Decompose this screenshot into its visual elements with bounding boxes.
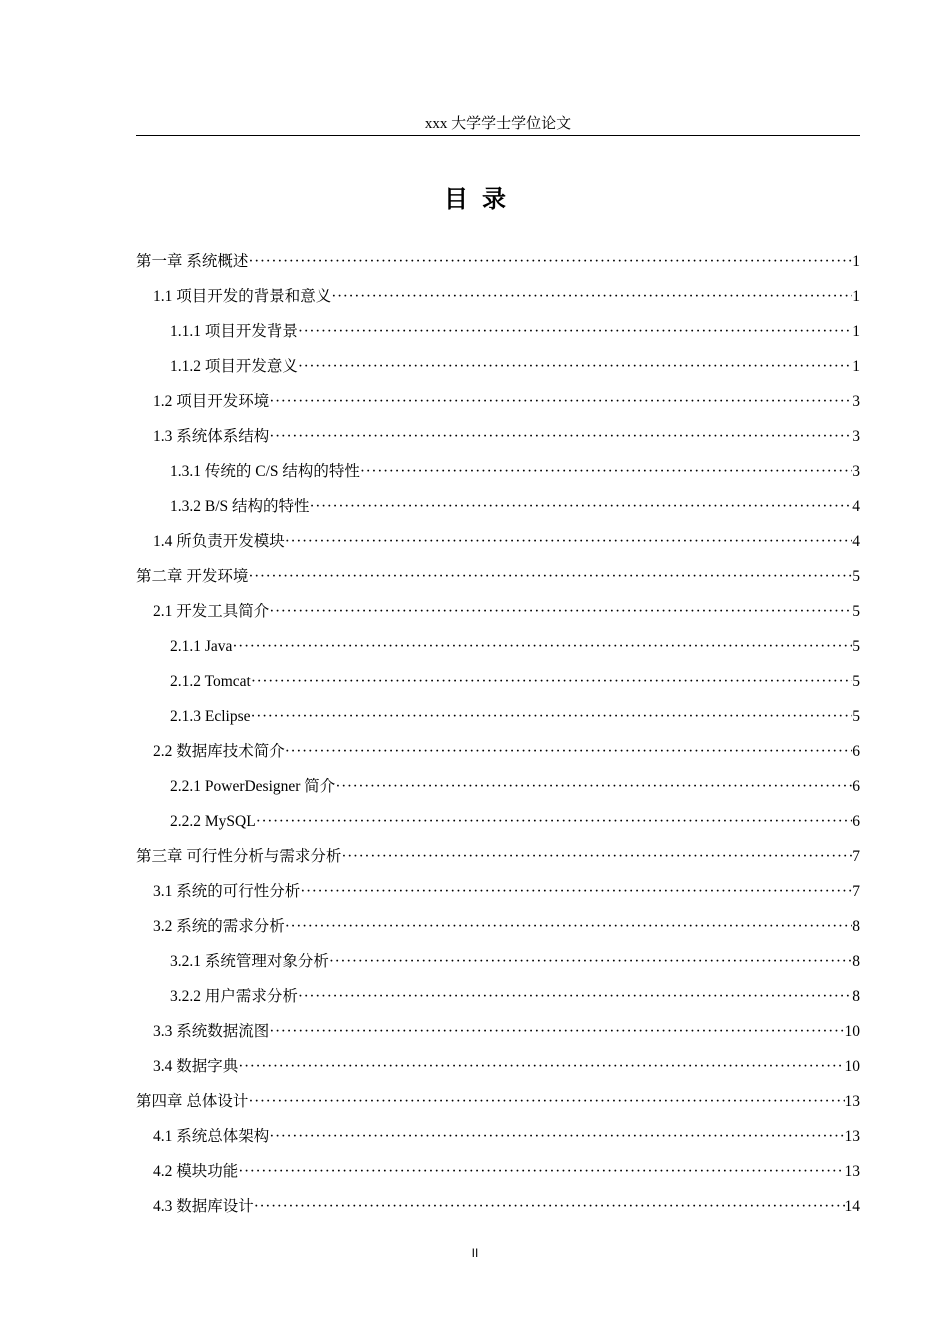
toc-entry[interactable] [136,244,860,279]
toc-entry[interactable] [136,909,860,944]
running-header: xxx 大学学士学位论文 [424,116,572,132]
toc-entry-title: 1.1 项目开发的背景和意义 [153,288,332,305]
toc-entry-page-number: 4 [852,533,860,550]
toc-entry[interactable] [136,1049,860,1084]
toc-entry-title: 2.2 数据库技术简介 [153,743,285,760]
page-number: II [471,1246,479,1260]
toc-dot-leader [310,489,853,524]
toc-dot-leader [248,1084,844,1119]
toc-dot-leader [329,944,852,979]
toc-dot-leader [238,1049,844,1084]
toc-entry-title: 2.1.2 Tomcat [170,673,251,690]
toc-entry-page-number: 7 [852,883,860,900]
toc-entry-title: 1.2 项目开发环境 [153,393,270,410]
toc-entry[interactable] [136,279,860,314]
toc-entry[interactable] [136,349,860,384]
toc-entry-title: 3.1 系统的可行性分析 [153,883,301,900]
toc-entry[interactable] [136,419,860,454]
toc-entry-page-number: 3 [852,463,860,480]
toc-entry-title: 2.2.2 MySQL [170,813,256,830]
toc-entry-page-number: 6 [852,813,860,830]
toc-entry-title: 3.2.2 用户需求分析 [170,988,298,1005]
toc-entry-page-number: 4 [852,498,860,515]
toc-entry-title: 第二章 开发环境 [136,568,249,585]
toc-dot-leader [251,664,852,699]
header-rule [136,135,860,136]
toc-entry-title: 3.2.1 系统管理对象分析 [170,953,329,970]
toc-entry-page-number: 5 [852,568,860,585]
toc-entry-page-number: 13 [844,1163,860,1180]
toc-entry-title: 1.1.2 项目开发意义 [170,358,298,375]
toc-entry-title: 1.1.1 项目开发背景 [170,323,298,340]
toc-dot-leader [256,804,853,839]
toc-entry-title: 2.1.1 Java [170,638,233,655]
toc-entry[interactable] [136,454,860,489]
toc-entry-page-number: 1 [852,323,860,340]
toc-entry-page-number: 6 [852,778,860,795]
toc-dot-leader [298,979,852,1014]
toc-entry-title: 4.1 系统总体架构 [153,1128,270,1145]
toc-dot-leader [285,734,852,769]
toc-entry-page-number: 1 [852,253,860,270]
toc-entry[interactable] [136,1154,860,1189]
toc-dot-leader [269,1014,844,1049]
toc-entry[interactable] [136,979,860,1014]
toc-entry-title: 2.1.3 Eclipse [170,708,251,725]
toc-entry[interactable] [136,1084,860,1119]
toc-entry[interactable] [136,559,860,594]
toc-dot-leader [331,279,852,314]
toc-dot-leader [285,909,852,944]
toc-entry-title: 4.3 数据库设计 [153,1198,254,1215]
toc-dot-leader [285,524,852,559]
toc-entry[interactable] [136,874,860,909]
toc-entry-title: 3.2 系统的需求分析 [153,918,285,935]
toc-entry[interactable] [136,524,860,559]
toc-dot-leader [248,559,852,594]
toc-entry-page-number: 5 [852,708,860,725]
toc-dot-leader [298,314,852,349]
toc-dot-leader [360,454,852,489]
toc-entry-page-number: 6 [852,743,860,760]
toc-entry-title: 1.3 系统体系结构 [153,428,270,445]
toc-dot-leader [298,349,852,384]
toc-entry-page-number: 1 [852,358,860,375]
toc-entry[interactable] [136,1119,860,1154]
page-title: 目录 [444,185,520,213]
toc-entry-page-number: 5 [852,603,860,620]
toc-entry-title: 4.2 模块功能 [153,1163,239,1180]
toc-entry-page-number: 1 [852,288,860,305]
toc-entry[interactable] [136,629,860,664]
toc-entry-title: 第一章 系统概述 [136,253,249,270]
toc-entry-title: 2.2.1 PowerDesigner 简介 [170,778,336,795]
toc-entry-page-number: 14 [844,1198,860,1215]
toc-entry-page-number: 8 [852,953,860,970]
toc-dot-leader [269,594,852,629]
toc-dot-leader [248,244,852,279]
toc-entry-title: 1.3.1 传统的 C/S 结构的特性 [170,463,360,480]
toc-entry-page-number: 5 [852,638,860,655]
toc-entry[interactable] [136,734,860,769]
toc-entry[interactable] [136,804,860,839]
toc-entry-title: 第四章 总体设计 [136,1093,249,1110]
toc-entry[interactable] [136,594,860,629]
toc-dot-leader [269,419,852,454]
toc-entry-page-number: 10 [844,1023,860,1040]
toc-entry[interactable] [136,489,860,524]
toc-entry-page-number: 5 [852,673,860,690]
toc-dot-leader [300,874,852,909]
toc-entry[interactable] [136,664,860,699]
toc-dot-leader [238,1154,844,1189]
toc-entry[interactable] [136,839,860,874]
toc-entry-page-number: 7 [852,848,860,865]
toc-dot-leader [269,1119,844,1154]
toc-dot-leader [335,769,852,804]
toc-entry-title: 2.1 开发工具简介 [153,603,270,620]
toc-entry-title: 3.4 数据字典 [153,1058,239,1075]
toc-entry[interactable] [136,384,860,419]
toc-entry-title: 第三章 可行性分析与需求分析 [136,848,342,865]
toc-entry-title: 3.3 系统数据流图 [153,1023,270,1040]
toc-dot-leader [232,629,852,664]
table-of-contents [136,244,860,1224]
toc-entry-page-number: 3 [852,428,860,445]
toc-entry-title: 1.3.2 B/S 结构的特性 [170,498,310,515]
toc-entry-page-number: 3 [852,393,860,410]
toc-entry-page-number: 13 [844,1128,860,1145]
toc-entry[interactable] [136,314,860,349]
toc-entry[interactable] [136,699,860,734]
toc-dot-leader [341,839,852,874]
toc-entry[interactable] [136,1189,860,1224]
toc-entry-page-number: 13 [844,1093,860,1110]
toc-dot-leader [269,384,852,419]
toc-entry-page-number: 8 [852,988,860,1005]
toc-entry-page-number: 10 [844,1058,860,1075]
toc-entry-title: 1.4 所负责开发模块 [153,533,285,550]
toc-dot-leader [251,699,853,734]
toc-dot-leader [254,1189,845,1224]
toc-entry[interactable] [136,769,860,804]
toc-entry[interactable] [136,944,860,979]
toc-entry-page-number: 8 [852,918,860,935]
toc-entry[interactable] [136,1014,860,1049]
